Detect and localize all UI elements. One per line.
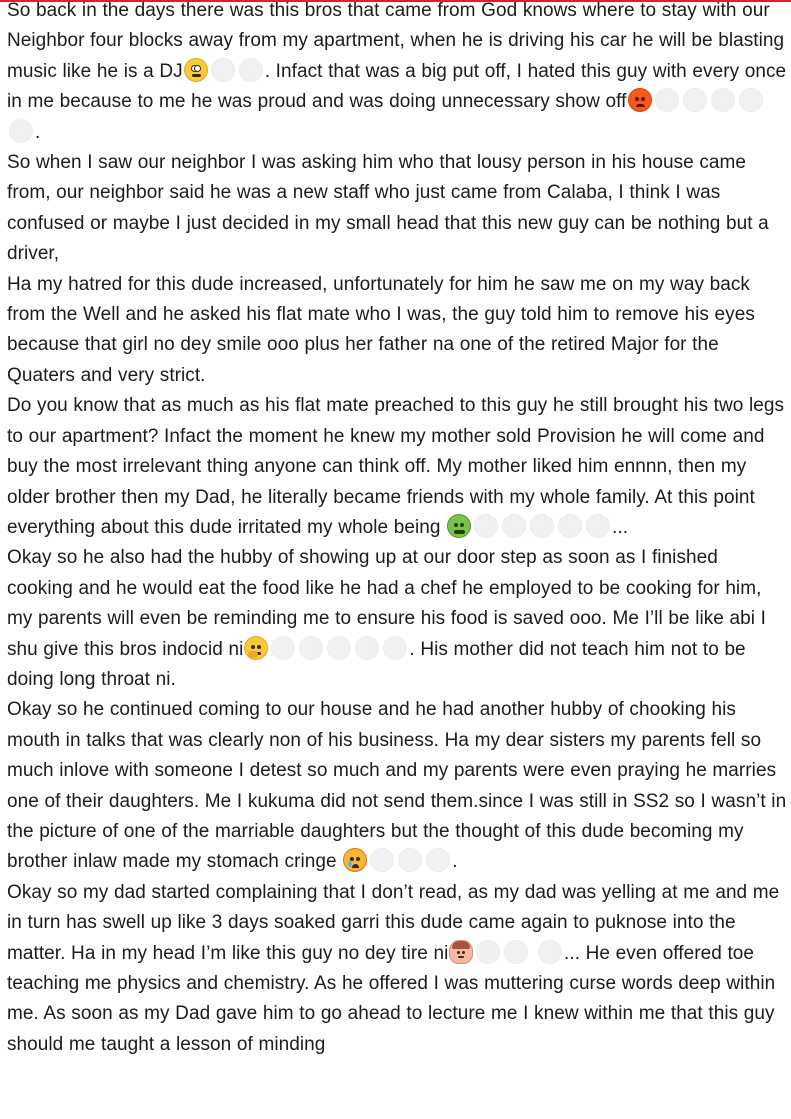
paragraph-text: . His mother did not teach him not to be doing long throat ni. — [7, 638, 746, 690]
paragraph-1 — [7, 0, 787, 148]
paragraph-text: So back in the days there was this bros that came from God knows where to stay with our Neighbor four blocks away from my apartment, when he is driving his car he will be blasting music like he is a DJ — [7, 0, 785, 82]
emoji-placeholder-icon — [474, 514, 498, 538]
emoji-placeholder-icon — [239, 58, 263, 82]
paragraph-2 — [7, 148, 787, 270]
paragraph-4 — [7, 391, 787, 543]
emoji-placeholder-icon — [655, 88, 679, 112]
emoji-placeholder-icon — [211, 58, 235, 82]
emoji-placeholder-icon — [299, 636, 323, 660]
emoji-placeholder-icon — [586, 514, 610, 538]
emoji-placeholder-icon — [476, 940, 500, 964]
nauseated-face-icon — [447, 514, 471, 538]
paragraph-5 — [7, 543, 787, 695]
emoji-placeholder-icon — [426, 848, 450, 872]
emoji-placeholder-icon — [370, 848, 394, 872]
emoji-placeholder-icon — [398, 848, 422, 872]
person-shrugging-icon — [449, 940, 473, 964]
emoji-placeholder-icon — [538, 940, 562, 964]
emoji-placeholder-icon — [530, 514, 554, 538]
paragraph-6 — [7, 695, 787, 877]
emoji-placeholder-icon — [271, 636, 295, 660]
emoji-placeholder-icon — [9, 119, 33, 143]
paragraph-text: Okay so my dad started complaining that I don’t read, as my dad was yelling at me and me in turn has swell up like 3 days soaked garri this dude came again to puknose into the matter. Ha in my head I’m like this guy no dey tire ni — [7, 881, 780, 964]
emoji-placeholder-icon — [558, 514, 582, 538]
paragraph-text: Do you know that as much as his flat mate preached to this guy he still brought his two legs to our apartment? Infact the moment he knew my mother sold Provision he will come and buy the most irrelevant thing anyone can think off. My mother liked him ennnn, then my older brother then my Dad, he literally became friends with my whole family. At this point everything about this dude irritated my whole being — [7, 395, 785, 538]
face-with-rolling-eyes-icon — [184, 58, 208, 82]
paragraph-text: . — [35, 121, 41, 143]
emoji-placeholder-icon — [383, 636, 407, 660]
emoji-placeholder-icon — [683, 88, 707, 112]
emoji-placeholder-icon — [502, 514, 526, 538]
emoji-placeholder-icon — [355, 636, 379, 660]
story-body — [7, 0, 787, 1060]
paragraph-text: ... — [612, 516, 629, 538]
paragraph-text: . — [452, 851, 458, 873]
paragraph-text: . Infact that was a big put off, I hated this guy with every once in me because to me he was proud and was doing unnecessary show off — [7, 60, 787, 113]
paragraph-text: Okay so he also had the hubby of showing up at our door step as soon as I finished cooking and he would eat the food like he had a chef he employed to be cooking for him, my parents will even be reminding me to ensure his food is saved ooo. Me I’ll be like abi I shu give this bros indocid ni — [7, 547, 767, 660]
paragraph-text: ... He even offered toe teaching me physics and chemistry. As he offered I was muttering curse words deep within me. As soon as my Dad gave him to go ahead to lecture me I knew within me that this guy should me taught a lesson of minding — [7, 942, 776, 1055]
crying-face-icon — [343, 848, 367, 872]
paragraph-text: Ha my hatred for this dude increased, unfortunately for him he saw me on my way back from the Well and he asked his flat mate who I was, the guy told him to remove his eyes because that girl no dey smile ooo plus her father na one of the retired Major for the Quaters and very strict. — [7, 273, 755, 386]
emoji-placeholder-icon — [327, 636, 351, 660]
emoji-placeholder-icon — [739, 88, 763, 112]
paragraph-text: Okay so he continued coming to our house and he had another hubby of chooking his mouth in talks that was clearly non of his business. Ha my dear sisters my parents fell so much inlove with someone I detest so much and my parents were even praying he marries one of their daughters. Me I kukuma did not send them.since I was still in SS2 so I wasn’t in the picture of one of the marriable daughters but the thought of this dude becoming my brother inlaw made my stomach cringe — [7, 699, 787, 873]
thinking-face-icon — [244, 636, 268, 660]
paragraph-3 — [7, 270, 787, 392]
paragraph-text: So when I saw our neighbor I was asking him who that lousy person in his house came from, our neighbor said he was a new staff who just came from Calaba, I think I was confused or maybe I just decided in my small head that this new guy can be nothing but a driver, — [7, 152, 769, 265]
paragraph-7 — [7, 878, 787, 1060]
emoji-placeholder-icon — [504, 940, 528, 964]
angry-face-icon — [628, 88, 652, 112]
emoji-placeholder-icon — [711, 88, 735, 112]
